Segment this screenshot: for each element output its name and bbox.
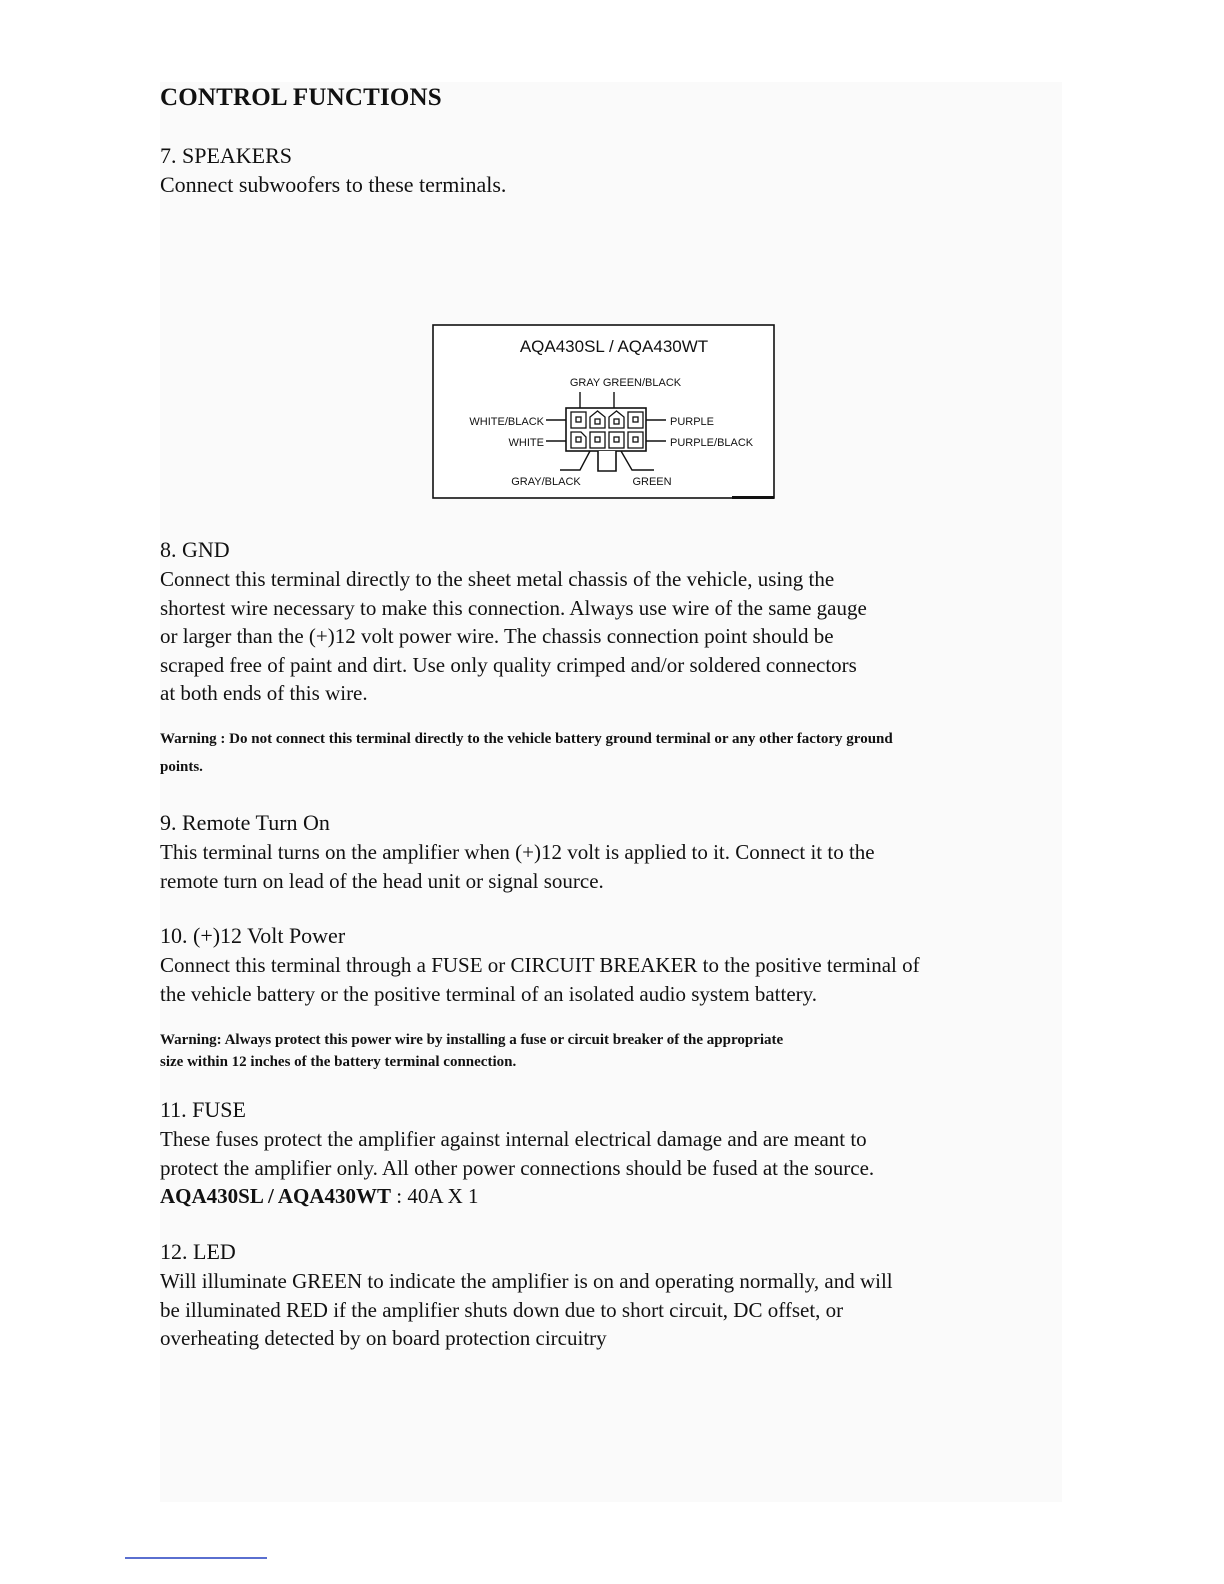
label-gray-black: GRAY/BLACK xyxy=(511,476,581,488)
gnd-line: Connect this terminal directly to the sheet metal chassis of the vehicle, using the xyxy=(160,567,835,591)
remote-text xyxy=(160,838,875,895)
footer-rule xyxy=(125,1557,267,1559)
power-title: 10. (+)12 Volt Power xyxy=(160,923,346,948)
label-gray: GRAY xyxy=(569,377,601,389)
fuse-line: protect the amplifier only. All other power connections should be fused at the source. xyxy=(160,1155,875,1180)
fuse-text xyxy=(160,1125,874,1211)
label-purple-black: PURPLE/BLACK xyxy=(670,437,754,449)
connector-diagram xyxy=(432,324,777,502)
remote-line: remote turn on lead of the head unit or signal source. xyxy=(160,868,604,893)
diagram-frame-shadow xyxy=(732,496,774,499)
gnd-warning-line: points. xyxy=(160,759,203,775)
led-line: overheating detected by on board protection circuitry xyxy=(160,1326,607,1351)
label-purple: PURPLE xyxy=(670,416,715,428)
power-warning-line: size within 12 inches of the battery terminal connection. xyxy=(160,1054,517,1070)
gnd-warning-line: Warning : Do not connect this terminal directly to the vehicle battery ground terminal or any other factory ground xyxy=(160,731,893,747)
gnd-line: shortest wire necessary to make this connection. Always use wire of the same gauge xyxy=(160,595,867,620)
gnd-title: 8. GND xyxy=(160,537,230,562)
fuse-rating: : 40A X 1 xyxy=(391,1184,479,1209)
fuse-rating-line xyxy=(160,1182,874,1211)
led-line: Will illuminate GREEN to indicate the amplifier is on and operating normally, and will xyxy=(160,1269,893,1293)
power-line: Connect this terminal through a FUSE or CIRCUIT BREAKER to the positive terminal of xyxy=(160,953,920,977)
gnd-text xyxy=(160,565,867,708)
power-line: the vehicle battery or the positive terminal of an isolated audio system battery. xyxy=(160,981,818,1006)
power-warning xyxy=(160,1029,783,1073)
power-warning-line: Warning: Always protect this power wire by installing a fuse or circuit breaker of the appropriate xyxy=(160,1032,784,1048)
page-title: CONTROL FUNCTIONS xyxy=(160,84,442,111)
speakers-title: 7. SPEAKERS xyxy=(160,143,293,168)
remote-title: 9. Remote Turn On xyxy=(160,810,330,835)
fuse-model: AQA430SL / AQA430WT xyxy=(160,1184,392,1209)
gnd-line: or larger than the (+)12 volt power wire. The chassis connection point should be xyxy=(160,624,834,649)
gnd-warning xyxy=(160,725,893,781)
fuse-line: These fuses protect the amplifier against internal electrical damage and are meant to xyxy=(160,1127,867,1151)
led-text xyxy=(160,1267,893,1353)
speakers-text: Connect subwoofers to these terminals. xyxy=(160,172,507,197)
gnd-line: scraped free of paint and dirt. Use only quality crimped and/or soldered connectors xyxy=(160,652,857,677)
label-green: GREEN xyxy=(632,476,672,488)
led-title: 12. LED xyxy=(160,1239,236,1264)
power-text xyxy=(160,951,920,1008)
fuse-title: 11. FUSE xyxy=(160,1097,246,1122)
label-white: WHITE xyxy=(508,437,544,449)
label-white-black: WHITE/BLACK xyxy=(469,416,544,428)
label-green-black: GREEN/BLACK xyxy=(602,377,682,389)
remote-line: This terminal turns on the amplifier when (+)12 volt is applied to it. Connect it to the xyxy=(160,840,875,864)
led-line: be illuminated RED if the amplifier shuts down due to short circuit, DC offset, or xyxy=(160,1297,844,1322)
gnd-line: at both ends of this wire. xyxy=(160,681,368,706)
connector-model: AQA430SL / AQA430WT xyxy=(519,337,709,356)
